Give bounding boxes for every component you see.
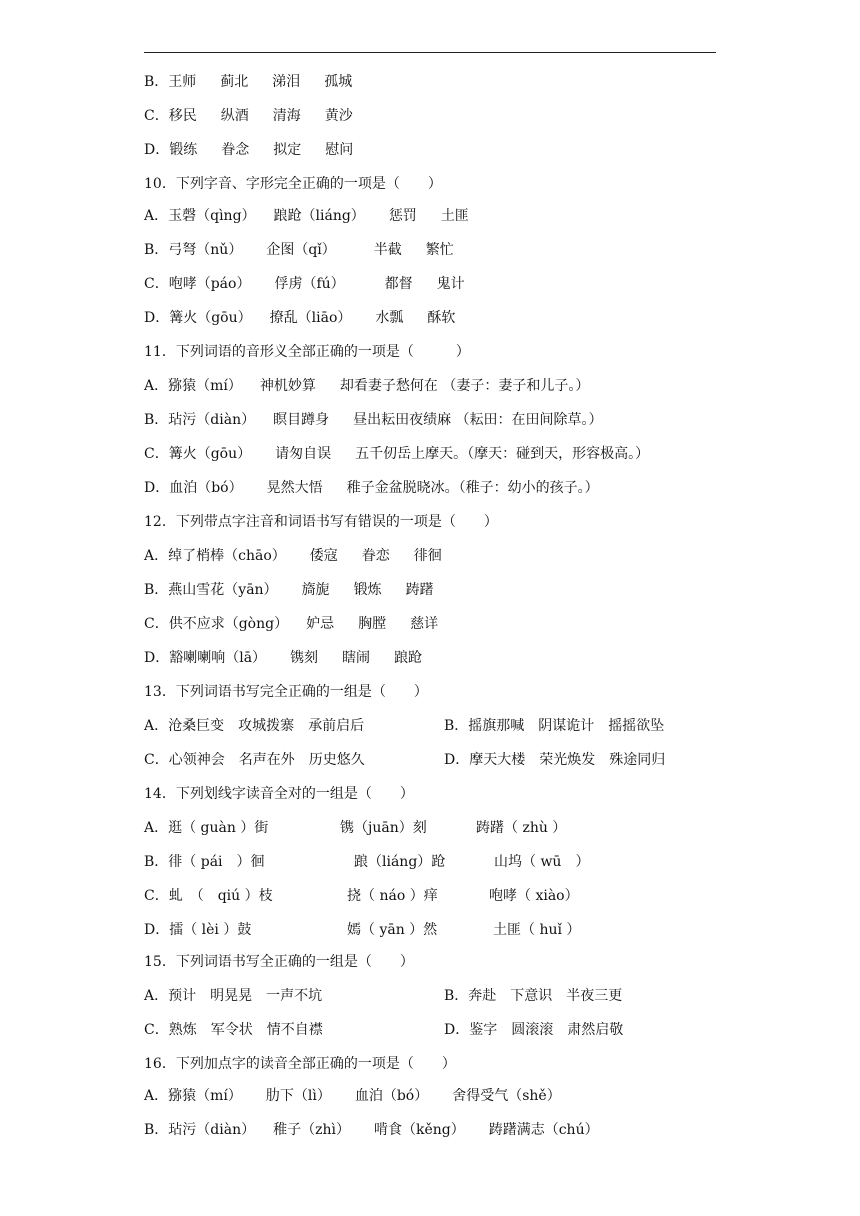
option-row: B．弓弩（nǔ） 企图（qǐ） 半截 繁忙 <box>144 242 454 258</box>
question-15: 15．下列词语书写全正确的一组是（ ） <box>144 954 414 970</box>
question-16: 16．下列加点字的读音全部正确的一项是（ ） <box>144 1056 456 1072</box>
option-row: C．心领神会 名声在外 历史悠久 D．摩天大楼 荣光焕发 殊途同归 <box>144 752 666 768</box>
option-row: A．玉磬（qìng） 踉跄（liáng） 惩罚 土匪 <box>144 208 469 224</box>
question-14: 14．下列划线字读音全对的一组是（ ） <box>144 786 414 802</box>
header-rule <box>144 52 716 53</box>
option-row: C．篝火（gōu） 请匆自误 五千仞岳上摩天。（摩天：碰到天，形容极高。） <box>144 446 650 462</box>
option-row: C．移民 纵酒 清海 黄沙 <box>144 108 353 124</box>
option-row: B．徘（ pái ）徊 踉（liáng）跄 山坞（ wū ） <box>144 854 590 870</box>
option-row: A．逛（ guàn ）街 镌（juān）刻 踌躇（ zhù ） <box>144 820 567 836</box>
option-row: D．擂（ lèi ）鼓 嫣（ yān ）然 土匪（ huǐ ） <box>144 922 581 938</box>
question-10: 10．下列字音、字形完全正确的一项是（ ） <box>144 176 442 192</box>
option-row: B．王师 蓟北 涕泪 孤城 <box>144 74 353 90</box>
option-row: A．猕猿（mí） 肋下（lì） 血泊（bó） 舍得受气（shě） <box>144 1088 561 1104</box>
question-13: 13．下列词语书写完全正确的一组是（ ） <box>144 684 428 700</box>
option-row: A．猕猿（mí） 神机妙算 却看妻子愁何在 （妻子：妻子和儿子。） <box>144 378 590 394</box>
option-row: B．玷污（diàn） 瞑目蹲身 昼出耘田夜绩麻 （耘田：在田间除草。） <box>144 412 603 428</box>
option-row: B．燕山雪花（yān） 旖旎 锻炼 踌躇 <box>144 582 434 598</box>
option-row: B．玷污（diàn） 稚子（zhì） 啃食（kěng） 踌躇满志（chú） <box>144 1122 599 1138</box>
option-row: C．熟炼 军令状 情不自襟 D．鉴字 圆滚滚 肃然启敬 <box>144 1022 624 1038</box>
option-row: D．血泊（bó） 晃然大悟 稚子金盆脱晓冰。（稚子：幼小的孩子。） <box>144 480 599 496</box>
option-row: C．供不应求（gòng） 妒忌 胸膛 慈详 <box>144 616 439 632</box>
question-12: 12．下列带点字注音和词语书写有错误的一项是（ ） <box>144 514 498 530</box>
question-11: 11．下列词语的音形义全部正确的一项是（ ） <box>144 344 470 360</box>
option-row: D．豁喇喇响（lā） 镌刻 瞎闹 踉跄 <box>144 650 423 666</box>
option-row: C．咆哮（páo） 俘虏（fú） 都督 鬼计 <box>144 276 465 292</box>
option-row: A．预计 明晃晃 一声不坑 B．奔赴 下意识 半夜三更 <box>144 988 623 1004</box>
option-row: D．锻练 眷念 拟定 慰问 <box>144 142 354 158</box>
option-row: C．虬 （ qiú ）枝 挠（ náo ）痒 咆哮（ xiào） <box>144 888 579 904</box>
option-row: A．沧桑巨变 攻城拨寨 承前启后 B．摇旗那喊 阴谋诡计 摇摇欲坠 <box>144 718 665 734</box>
option-row: D．篝火（gōu） 撩乱（liāo） 水瓢 酥软 <box>144 310 456 326</box>
option-row: A．绰了梢棒（chāo） 倭寇 眷恋 徘徊 <box>144 548 442 564</box>
